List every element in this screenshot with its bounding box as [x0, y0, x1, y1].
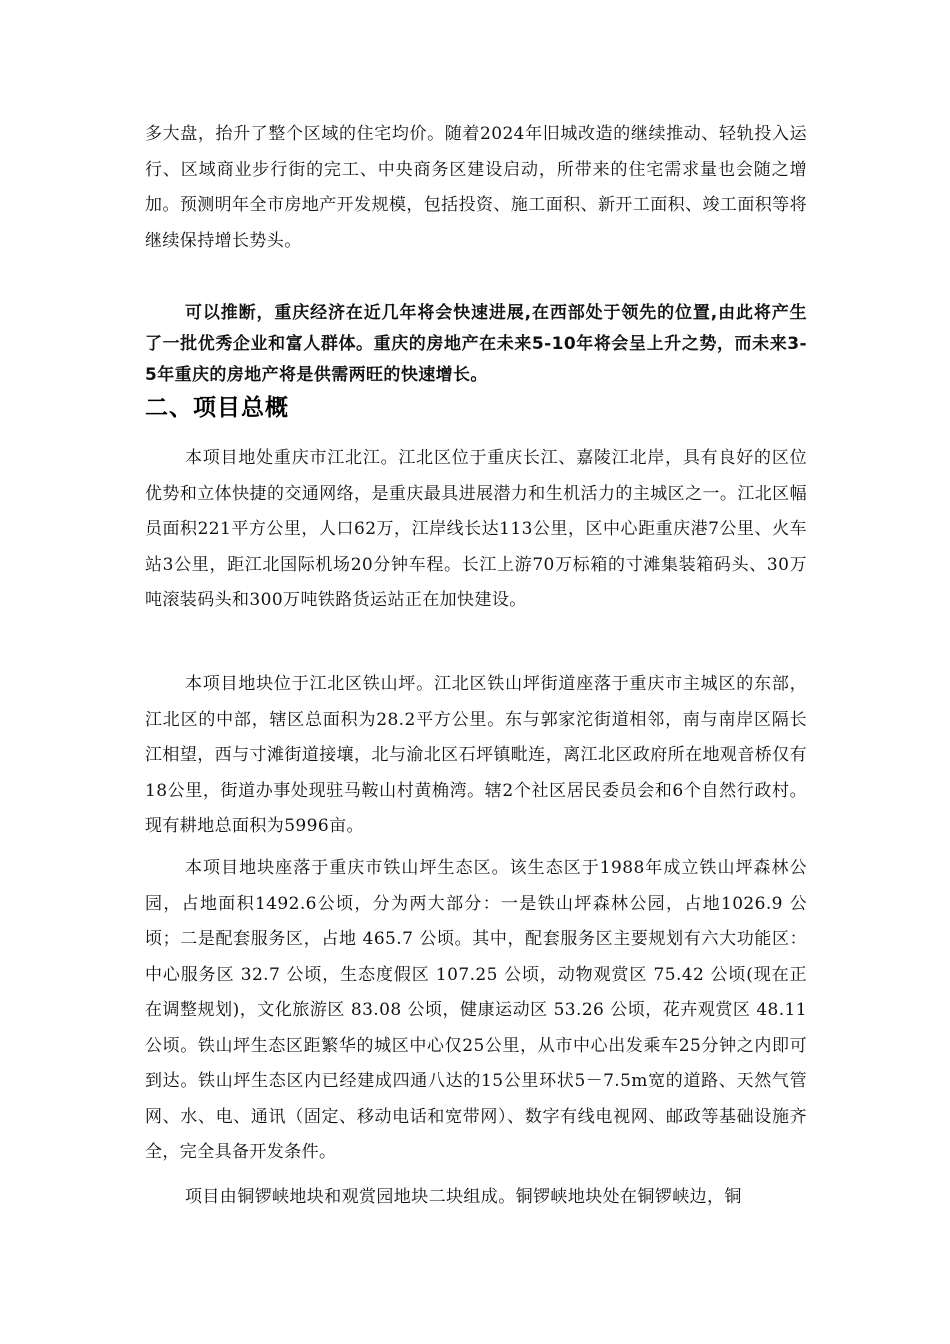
paragraph-ecological-zone: 本项目地块座落于重庆市铁山坪生态区。该生态区于1988年成立铁山坪森林公园，占地面积1492.6公顷，分为两大部分：一是铁山坪森林公园，占地1026.9 公顷；二是配套服务区，占地 465.7 公顷。其中，配套服务区主要规划有六大功能区：中心服务区 32.7 公顷，生态度假区 107.25 公顷，动物观赏区 75.42 公顷(现在正在调整规划)，文化旅游区 83.08 公顷，健康运动区 53.26 公顷，花卉观赏区 48.11 公顷。铁山坪生态区距繁华的城区中心仅25公里，从市中心出发乘车25分钟之内即可到达。铁山坪生态区内已经建成四通八达的15公里环状5－7.5m宽的道路、天然气管网、水、电、通讯（固定、移动电话和宽带网）、数字有线电视网、邮政等基础设施齐全，完全具备开发条件。 — [145, 858, 807, 1162]
paragraph-plots: 项目由铜锣峡地块和观赏园地块二块组成。铜锣峡地块处在铜锣峡边，铜 — [185, 1187, 742, 1207]
section-heading: 二、项目总概 — [145, 395, 289, 421]
paragraph-inference: 可以推断，重庆经济在近几年将会快速进展,在西部处于领先的位置,由此将产生了一批优秀企业和富人群体。重庆的房地产在未来5-10年将会呈上升之势，而未来3-5年重庆的房地产将是供需两旺的快速增长。 — [145, 303, 807, 385]
paragraph-market-outlook: 多大盘，抬升了整个区域的住宅均价。随着2024年旧城改造的继续推动、轻轨投入运行、区域商业步行街的完工、中央商务区建设启动，所带来的住宅需求量也会随之增加。预测明年全市房地产开发规模，包括投资、施工面积、新开工面积、竣工面积等将继续保持增长势头。 — [145, 124, 807, 251]
paragraph-project-location: 本项目地处重庆市江北江。江北区位于重庆长江、嘉陵江北岸，具有良好的区位优势和立体快捷的交通网络，是重庆最具进展潜力和生机活力的主城区之一。江北区幅员面积221平方公里，人口62万，江岸线长达113公里，区中心距重庆港7公里、火车站3公里，距江北国际机场20分钟车程。长江上游70万标箱的寸滩集装箱码头、30万吨滚装码头和300万吨铁路货运站正在加快建设。 — [145, 448, 807, 610]
paragraph-tieshanping: 本项目地块位于江北区铁山坪。江北区铁山坪街道座落于重庆市主城区的东部，江北区的中部，辖区总面积为28.2平方公里。东与郭家沱街道相邻，南与南岸区隔长江相望，西与寸滩街道接壤，北与渝北区石坪镇毗连，离江北区政府所在地观音桥仅有18公里，街道办事处现驻马鞍山村黄桷湾。辖2个社区居民委员会和6个自然行政村。现有耕地总面积为5996亩。 — [145, 674, 807, 836]
